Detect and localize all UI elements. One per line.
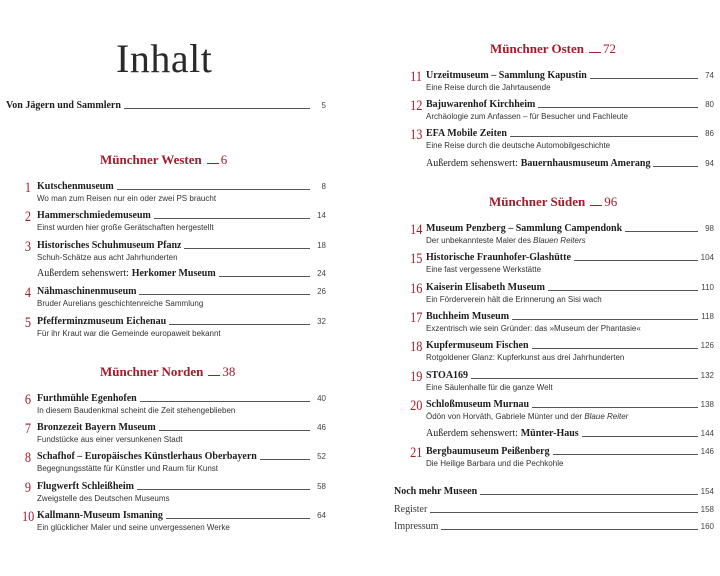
entry-number: 4	[24, 285, 31, 301]
entry-number: 13	[410, 127, 423, 143]
leader-line	[480, 494, 698, 495]
entry-page-number: 18	[317, 241, 326, 250]
heading-underline	[590, 205, 602, 206]
entry-subtitle: Rotgoldener Glanz: Kupferkunst aus drei Jahrhunderten	[426, 353, 625, 362]
leader-line	[471, 378, 698, 379]
entry-line	[37, 240, 326, 252]
leader-line	[625, 231, 698, 232]
leader-line	[140, 401, 310, 402]
entry-line	[426, 282, 714, 294]
entry-title: Flugwerft Schleißheim	[37, 481, 134, 492]
entry-title: Kupfermuseum Fischen	[426, 340, 529, 351]
intro-title: Von Jägern und Sammlern	[6, 100, 121, 111]
entry-number: 10	[21, 509, 35, 525]
entry-number: 8	[24, 450, 31, 466]
entry-title: Furthmühle Egenhofen	[37, 393, 137, 404]
entry-page-number: 98	[705, 224, 714, 233]
section-page-number: 38	[222, 364, 236, 379]
entry-line	[37, 393, 326, 405]
entry-page-number: 32	[317, 317, 326, 326]
leader-line	[590, 78, 698, 79]
entry-page-number: 26	[317, 287, 326, 296]
entry-page-number: 132	[700, 371, 714, 380]
entry-subtitle-italic: Blaue Reiter	[584, 412, 629, 421]
also-worth-seeing-westen	[37, 268, 326, 280]
toc-entry-8	[20, 451, 326, 475]
entry-line	[426, 128, 714, 140]
back-matter-title: Impressum	[394, 521, 439, 532]
entry-page-number: 58	[317, 482, 326, 491]
toc-entry-6	[20, 393, 326, 417]
back-matter-page-number: 158	[700, 505, 714, 514]
entry-subtitle: Fundstücke aus einer versunkenen Stadt	[37, 435, 183, 444]
leader-line	[574, 260, 698, 261]
entry-line	[426, 446, 714, 458]
entry-number: 2	[24, 209, 31, 225]
entry-page-number: 40	[317, 394, 326, 403]
toc-entry-19	[408, 370, 714, 394]
back-matter-title: Register	[394, 504, 428, 515]
entry-title: STOA169	[426, 370, 469, 381]
toc-entry-14	[408, 223, 714, 247]
entry-title: Kallmann-Museum Ismaning	[37, 510, 163, 521]
leader-line	[430, 512, 698, 513]
entry-subtitle-italic: Blauen Reiters	[533, 236, 586, 245]
entry-subtitle: Eine fast vergessene Werkstätte	[426, 265, 542, 274]
entry-subtitle: Eine Reise durch die deutsche Automobilgeschichte	[426, 141, 611, 150]
leader-line	[124, 108, 310, 109]
toc-entry-9	[20, 481, 326, 505]
back-matter-more-museums	[394, 486, 714, 498]
entry-subtitle: Bruder Aurelians geschichtenreiche Sammlung	[37, 299, 204, 308]
entry-title: Historische Fraunhofer-Glashütte	[426, 252, 571, 263]
entry-subtitle: Zweigstelle des Deutschen Museums	[37, 494, 170, 503]
heading-underline	[207, 163, 219, 164]
leader-line	[553, 454, 698, 455]
entry-title: Kutschenmuseum	[37, 181, 114, 192]
entry-number: 7	[24, 421, 31, 437]
entry-number: 9	[24, 480, 31, 496]
entry-title: Kaiserin Elisabeth Museum	[426, 282, 545, 293]
entry-number: 16	[410, 281, 423, 297]
entry-line	[426, 340, 714, 352]
leader-line	[582, 436, 698, 437]
entry-title: Bajuwarenhof Kirchheim	[426, 99, 536, 110]
leader-line	[159, 430, 310, 431]
entry-line	[37, 510, 326, 522]
entry-page-number: 146	[700, 447, 714, 456]
entry-number: 20	[410, 398, 423, 414]
entry-subtitle	[426, 411, 714, 423]
entry-title: Nähmaschinenmuseum	[37, 286, 137, 297]
toc-entry-16	[408, 282, 714, 306]
back-matter-title: Noch mehr Museen	[394, 486, 478, 497]
entry-line	[37, 316, 326, 328]
toc-entry-13	[408, 128, 714, 152]
entry-page-number: 46	[317, 423, 326, 432]
also-worth-seeing-label: Außerdem sehenswert:	[37, 268, 129, 279]
toc-entry-1	[20, 181, 326, 205]
entry-page-number: 24	[317, 269, 326, 278]
entry-number: 21	[410, 445, 423, 461]
entry-number: 11	[410, 69, 423, 85]
leader-line	[510, 136, 698, 137]
leader-line	[532, 407, 698, 408]
entry-title: Historisches Schuhmuseum Pfanz	[37, 240, 182, 251]
entry-line	[426, 399, 714, 411]
toc-entry-21	[408, 446, 714, 470]
entry-subtitle: Einst wurden hier große Gerätschaften hergestellt	[37, 223, 214, 232]
section-heading-sueden	[489, 194, 617, 210]
entry-title: Museum Penzberg – Sammlung Campendonk	[426, 223, 623, 234]
entry-number: 18	[410, 339, 423, 355]
entry-page-number: 110	[701, 283, 714, 292]
entry-page-number: 118	[701, 312, 714, 321]
entry-number: 12	[410, 98, 423, 114]
leader-line	[169, 324, 310, 325]
toc-entry-12	[408, 99, 714, 123]
leader-line	[137, 489, 310, 490]
entry-title: Buchheim Museum	[426, 311, 510, 322]
also-worth-seeing-label: Außerdem sehenswert:	[426, 428, 518, 439]
entry-page-number: 86	[705, 129, 714, 138]
entry-subtitle-text: Ödön von Horváth, Gabriele Münter und der	[426, 412, 585, 421]
entry-number: 14	[410, 222, 423, 238]
section-heading-osten	[490, 41, 616, 57]
entry-title: Pfefferminzmuseum Eichenau	[37, 316, 167, 327]
toc-title: Inhalt	[116, 36, 213, 81]
toc-entry-10	[20, 510, 326, 534]
toc-entry-5	[20, 316, 326, 340]
entry-title: Bergbaumuseum Peißenberg	[426, 446, 550, 457]
entry-page-number: 74	[705, 71, 714, 80]
entry-page-number: 80	[705, 100, 714, 109]
leader-line	[548, 290, 698, 291]
also-worth-seeing-name: Münter-Haus	[520, 428, 579, 439]
toc-entry-17	[408, 311, 714, 335]
entry-line	[37, 451, 326, 463]
leader-line	[441, 529, 698, 530]
toc-entry-4	[20, 286, 326, 310]
heading-underline	[208, 375, 220, 376]
back-matter-impressum	[394, 521, 714, 533]
entry-line	[37, 286, 326, 298]
also-worth-seeing-name: Herkomer Museum	[131, 268, 216, 279]
entry-subtitle: Archäologie zum Anfassen – für Besucher und Fachleute	[426, 112, 628, 121]
entry-line	[37, 210, 326, 222]
entry-page-number: 144	[700, 429, 714, 438]
toc-entry-7	[20, 422, 326, 446]
toc-entry-2	[20, 210, 326, 234]
entry-subtitle: Für ihr Kraut war die Gemeinde europaweit bekannt	[37, 329, 221, 338]
entry-subtitle: Begegnungsstätte für Künstler und Raum für Kunst	[37, 464, 218, 473]
entry-page-number: 64	[317, 511, 326, 520]
section-page-number: 6	[220, 152, 228, 167]
entry-number: 17	[410, 310, 423, 326]
entry-title: Schloßmuseum Murnau	[426, 399, 530, 410]
intro-page-number: 5	[321, 101, 326, 110]
leader-line	[532, 348, 699, 349]
entry-page-number: 52	[317, 452, 326, 461]
entry-subtitle	[426, 235, 714, 247]
section-heading-norden	[100, 364, 235, 380]
entry-title: Bronzezeit Bayern Museum	[37, 422, 156, 433]
entry-number: 19	[410, 369, 423, 385]
leader-line	[166, 518, 310, 519]
entry-line	[426, 70, 714, 82]
leader-line	[512, 319, 698, 320]
section-title: Münchner Norden	[100, 364, 204, 379]
also-worth-seeing-osten	[426, 158, 714, 170]
entry-line	[426, 99, 714, 111]
leader-line	[154, 218, 310, 219]
entry-line	[426, 370, 714, 382]
entry-page-number: 14	[317, 211, 326, 220]
entry-number: 6	[24, 392, 31, 408]
entry-page-number: 138	[700, 400, 714, 409]
entry-page-number: 8	[321, 182, 326, 191]
entry-line	[37, 181, 326, 193]
entry-line	[37, 422, 326, 434]
entry-subtitle: Die Heilige Barbara und die Pechkohle	[426, 459, 564, 468]
entry-subtitle: Ein glücklicher Maler und seine unvergessenen Werke	[37, 523, 230, 532]
back-matter-register	[394, 504, 714, 516]
entry-subtitle-text: Der unbekannteste Maler des	[426, 236, 534, 245]
entry-subtitle: In diesem Baudenkmal scheint die Zeit stehengeblieben	[37, 406, 236, 415]
back-matter-page-number: 160	[700, 522, 714, 531]
entry-subtitle: Eine Säulenhalle für die ganze Welt	[426, 383, 553, 392]
entry-subtitle: Schuh-Schätze aus acht Jahrhunderten	[37, 253, 178, 262]
toc-entry-15	[408, 252, 714, 276]
leader-line	[117, 189, 310, 190]
toc-entry-18	[408, 340, 714, 364]
section-title: Münchner Osten	[490, 41, 585, 56]
also-worth-seeing-name: Bauernhausmuseum Amerang	[520, 158, 651, 169]
entry-subtitle: Exzentrisch wie sein Gründer: das »Museum der Phantasie«	[426, 324, 641, 333]
entry-page-number: 94	[705, 159, 714, 168]
toc-entry-20	[408, 399, 714, 423]
entry-number: 1	[24, 180, 31, 196]
leader-line	[219, 276, 310, 277]
entry-number: 3	[24, 239, 31, 255]
entry-title: Hammerschmiedemuseum	[37, 210, 151, 221]
entry-number: 5	[24, 315, 31, 331]
leader-line	[184, 248, 310, 249]
section-heading-westen	[100, 152, 227, 168]
also-worth-seeing-label: Außerdem sehenswert:	[426, 158, 518, 169]
section-title: Münchner Süden	[489, 194, 586, 209]
back-matter-page-number: 154	[700, 487, 714, 496]
intro-entry	[6, 100, 326, 112]
leader-line	[139, 294, 310, 295]
leader-line	[538, 107, 698, 108]
entry-page-number: 126	[700, 341, 714, 350]
entry-page-number: 104	[700, 253, 714, 262]
entry-title: Schafhof – Europäisches Künstlerhaus Oberbayern	[37, 451, 257, 462]
toc-entry-11	[408, 70, 714, 94]
section-page-number: 96	[604, 194, 618, 209]
entry-line	[426, 223, 714, 235]
entry-subtitle: Ein Förderverein hält die Erinnerung an Sisi wach	[426, 295, 602, 304]
toc-entry-3	[20, 240, 326, 264]
entry-subtitle: Eine Reise durch die Jahrtausende	[426, 83, 551, 92]
also-worth-seeing-sueden	[426, 428, 714, 440]
entry-subtitle: Wo man zum Reisen nur ein oder zwei PS braucht	[37, 194, 217, 203]
section-title: Münchner Westen	[100, 152, 202, 167]
leader-line	[653, 166, 698, 167]
heading-underline	[589, 52, 601, 53]
section-page-number: 72	[603, 41, 617, 56]
leader-line	[260, 459, 310, 460]
entry-line	[37, 481, 326, 493]
entry-title: Urzeitmuseum – Sammlung Kapustin	[426, 70, 587, 81]
entry-line	[426, 252, 714, 264]
entry-title: EFA Mobile Zeiten	[426, 128, 507, 139]
entry-line	[426, 311, 714, 323]
entry-number: 15	[410, 251, 423, 267]
